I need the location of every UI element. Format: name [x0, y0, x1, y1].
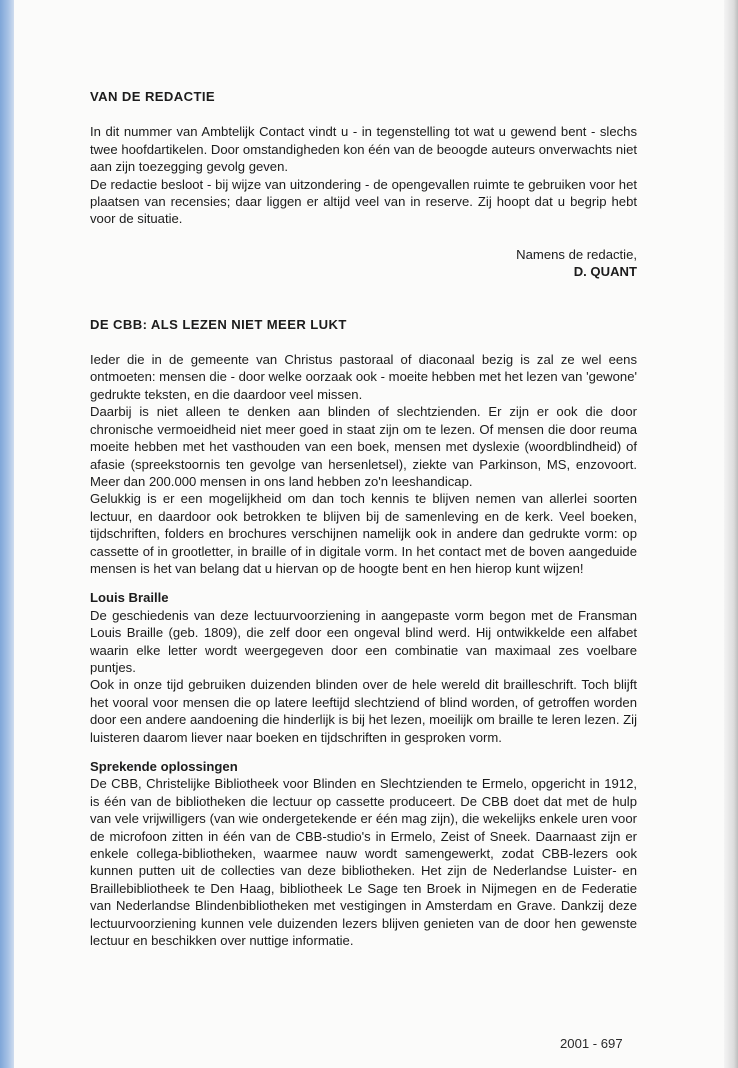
signature-name: D. QUANT [573, 264, 637, 280]
article-paragraph: Ook in onze tijd gebruiken duizenden blinden over de hele wereld dit brailleschrift. Toch blijft het vooral voor mensen die op latere leeftijd slechtziend of blind worden, of getroffen worden door een andere aandoening die hinderlijk is bij het lezen, moeilijk om braille te leren lezen. Zij luisteren daarom liever naar boeken en tijdschriften in gesproken vorm. [90, 677, 637, 745]
editorial-heading: VAN DE REDACTIE [90, 89, 216, 104]
article-heading: DE CBB: ALS LEZEN NIET MEER LUKT [90, 316, 347, 332]
article-paragraph: De geschiedenis van deze lectuurvoorziening in aangepaste vorm begon met de Fransman Louis Braille (geb. 1809), die zelf door een ongeval blind werd. Hij ontwikkelde een alfabet waarin elke letter wordt weergegeven door een combinatie van maximaal zes voelbare puntjes. [90, 607, 637, 675]
section-heading-solutions: Sprekende oplossingen [90, 759, 238, 774]
editorial-paragraph: De redactie besloot - bij wijze van uitzondering - de opengevallen ruimte te gebruiken voor het plaatsen van recensies; daar liggen er altijd veel van in reserve. Zij hoopt dat u begrip hebt voor de situatie. [90, 176, 637, 227]
page-content [90, 88, 637, 949]
article-paragraph: Daarbij is niet alleen te denken aan blinden of slechtzienden. Er zijn er ook die door chronische vermoeidheid niet meer goed in staat zijn om te lezen. Of mensen die door reuma moeite hebben met het vasthouden van een boek, mensen met dyslexie (woordblindheid) of afasie (spreekstoornis ten gevolge van hersenletsel), ziekte van Parkinson, MS, enzovoort. Meer dan 200.000 mensen in ons land hebben zo'n leeshandicap. [90, 404, 637, 489]
signature-line: Namens de redactie, [516, 246, 637, 262]
page-edge-left [0, 0, 14, 1068]
editorial-paragraph: In dit nummer van Ambtelijk Contact vindt u - in tegenstelling tot wat u gewend bent - slechs twee hoofdartikelen. Door omstandigheden kon één van de beoogde auteurs onverwachts niet aan zijn toezegging gevolg geven. [90, 124, 637, 175]
page-number: 2001 - 697 [560, 1036, 623, 1051]
section-heading-braille: Louis Braille [90, 590, 169, 606]
article-paragraph: De CBB, Christelijke Bibliotheek voor Blinden en Slechtzienden te Ermelo, opgericht in 1912, is één van de bibliotheken die lectuur op cassette produceert. De CBB doet dat met de hulp van vele vrijwilligers (van wie ondergetekende er één mag zijn), die wekelijks enkele uren voor de microfoon zitten in één van de CBB-studio's in Ermelo, Zeist of Sneek. Daarnaast zijn er enkele collega-bibliotheken, waarmee nauw wordt samengewerkt, zodat CBB-lezers ook kunnen putten uit de collecties van deze bibliotheken. Het zijn de Nederlandse Luister- en Braillebibliotheek te Den Haag, bibliotheek Le Sage ten Broek in Nijmegen en de Federatie van Nederlandse Blindenbibliotheken met vestigingen in Amsterdam en Grave. Dankzij deze lectuurvoorziening kunnen vele duizenden lezers blijven genieten van de door hen gewenste lectuur en beschikken over nuttige informatie. [90, 776, 637, 949]
article-paragraph: Ieder die in de gemeente van Christus pastoraal of diaconaal bezig is zal ze wel eens ontmoeten: mensen die - door welke oorzaak ook - moeite hebben met het lezen van 'gewone' gedrukte teksten, en die daardoor veel missen. [90, 352, 637, 402]
page-edge-right [724, 0, 738, 1068]
article-paragraph: Gelukkig is er een mogelijkheid om dan toch kennis te blijven nemen van allerlei soorten lectuur, en daardoor ook betrokken te blijven bij de samenleving en de kerk. Veel boeken, tijdschriften, folders en brochures verschijnen namelijk ook in andere dan gedrukte vorm: op cassette of in grootletter, in braille of in digitale vorm. In het contact met de boven aangeduide mensen is het van belang dat u hiervan op de hoogte bent en hen hierop kunt wijzen! [90, 491, 637, 576]
